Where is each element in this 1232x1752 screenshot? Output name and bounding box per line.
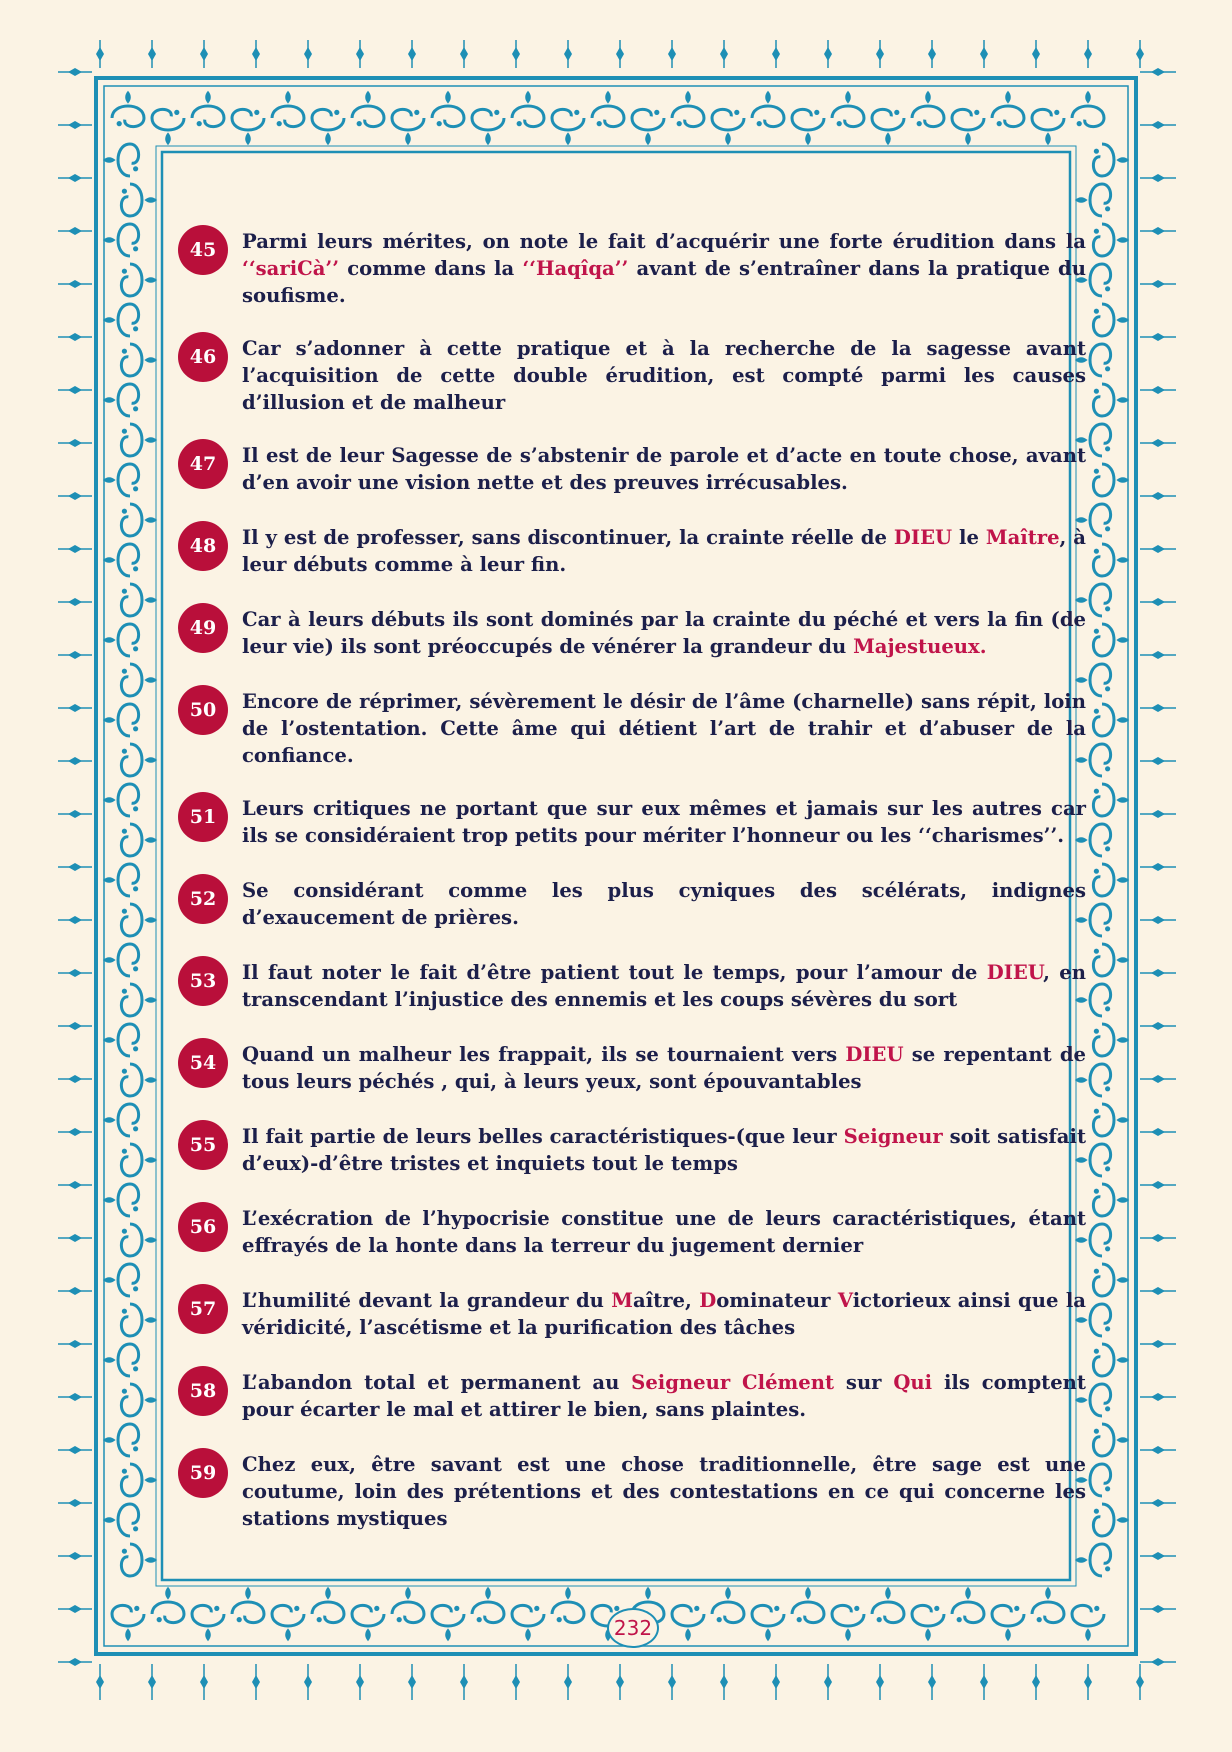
scroll-motif [1093,864,1129,896]
tick-diamond [68,598,82,606]
entry-text [242,1287,1086,1341]
tick-diamond [68,545,82,553]
tick-diamond [68,333,82,341]
scroll-motif [121,184,157,216]
text-segment: avant de s’entraîner dans la pratique du soufisme. [242,257,1086,307]
tick-diamond [1151,1181,1165,1189]
scroll-motif [832,91,864,127]
highlighted-term: DIEU [986,961,1044,984]
text-segment: Il faut noter le fait d’être patient tout le temps, pour l’amour de [242,961,987,984]
tick-diamond [68,68,82,76]
scroll-motif [103,384,139,416]
tick-diamond [68,863,82,871]
highlighted-term: Seigneur [843,1125,943,1148]
tick-diamond [68,1340,82,1348]
entry-text [242,959,1086,1013]
scroll-motif [352,91,384,127]
scroll-motif [1093,1504,1129,1536]
scroll-motif [103,1344,139,1376]
scroll-motif [121,1464,157,1496]
entry-text [242,1369,1086,1423]
scroll-motif [592,91,624,127]
tick-diamond [1151,916,1165,924]
scroll-motif [672,91,704,127]
scroll-motif [352,1605,384,1641]
tick-diamond [68,1287,82,1295]
scroll-motif [1093,224,1129,256]
text-segment: , en transcendant l’injustice des ennemis et les coups sévères du sort [242,961,1086,1011]
scroll-motif [1093,144,1129,176]
scroll-motif [121,1144,157,1176]
tick-diamond [1136,1675,1144,1689]
scroll-motif [992,91,1024,127]
scroll-motif [272,91,304,127]
text-segment: sur [834,1371,894,1394]
list-item [176,688,1086,769]
scroll-motif [432,91,464,127]
scroll-motif [792,1587,824,1623]
tick-diamond [564,47,572,61]
tick-diamond [68,174,82,182]
tick-diamond [68,1658,82,1666]
tick-diamond [824,1675,832,1689]
entry-text [242,228,1086,309]
text-segment: Il y est de professer, sans discontinuer, la crainte réelle de [242,526,894,549]
text-segment: , à leur débuts comme à leur fin. [242,526,1086,576]
scroll-motif [121,344,157,376]
entry-number-badge: 59 [178,1448,228,1498]
scroll-motif [121,1224,157,1256]
scroll-motif [103,624,139,656]
scroll-motif [103,544,139,576]
scroll-motif [912,1605,944,1641]
page-number: 232 [607,1608,659,1648]
scroll-motif [103,704,139,736]
tick-diamond [460,47,468,61]
text-segment: comme dans la [339,257,523,280]
scroll-motif [672,1605,704,1641]
list-item [176,1041,1086,1097]
entry-text [242,1205,1086,1259]
entry-text [242,1451,1086,1532]
tick-diamond [720,1675,728,1689]
scroll-motif [1093,304,1129,336]
tick-diamond [1084,47,1092,61]
tick-diamond [68,1499,82,1507]
scroll-motif [392,1587,424,1623]
tick-diamond [824,47,832,61]
list-item [176,524,1086,580]
tick-diamond [200,47,208,61]
scroll-motif [103,1424,139,1456]
scroll-motif [312,1587,344,1623]
tick-diamond [1151,1075,1165,1083]
list-item [176,1369,1086,1425]
scroll-motif [121,1384,157,1416]
scroll-motif [232,109,264,145]
tick-diamond [68,1446,82,1454]
tick-diamond [876,47,884,61]
tick-diamond [772,1675,780,1689]
list-item [176,335,1086,416]
scroll-motif [121,584,157,616]
entry-number-badge: 52 [178,874,228,924]
tick-diamond [1151,1128,1165,1136]
text-segment: Se considérant comme les plus cyniques des scélérats, indignes d’exaucement de prières. [242,879,1086,929]
scroll-motif [872,1587,904,1623]
tick-diamond [512,47,520,61]
tick-diamond [1084,1675,1092,1689]
scroll-motif [121,824,157,856]
tick-diamond [1032,47,1040,61]
text-segment: Leurs critiques ne portant que sur eux mêmes et jamais sur les autres car ils se considéraient trop petits pour mériter l’honneur ou les ‘‘charismes’’. [242,797,1086,847]
text-segment: Il fait partie de leurs belles caractéristiques-(que leur [242,1125,844,1148]
entry-number-badge: 56 [178,1202,228,1252]
text-segment: Car à leurs débuts ils sont dominés par la crainte du péché et vers la fin (de leur vie) ils sont préoccupés de vénérer la grandeur du [242,608,1086,658]
entry-number-badge: 45 [178,225,228,275]
scroll-motif [103,464,139,496]
highlighted-term: Seigneur Clément [631,1371,835,1394]
entry-number-badge: 47 [178,439,228,489]
scroll-motif [103,784,139,816]
tick-diamond [720,47,728,61]
text-segment: se repentant de tous leurs péchés , qui, à leurs yeux, sont épouvantables [242,1043,1086,1093]
text-segment: L’exécration de l’hypocrisie constitue une de leurs caractéristiques, étant effrayés de la honte dans la terreur du jugement dernier [242,1207,1086,1257]
tick-diamond [68,1552,82,1560]
scroll-motif [232,1587,264,1623]
tick-diamond [304,47,312,61]
tick-diamond [408,47,416,61]
tick-diamond [1151,1499,1165,1507]
scroll-motif [272,1605,304,1641]
entry-text [242,335,1086,416]
entries-list [176,228,1086,1558]
scroll-motif [552,109,584,145]
scroll-motif [992,1605,1024,1641]
entry-number-badge: 51 [178,792,228,842]
entry-number-badge: 50 [178,685,228,735]
list-item [176,1123,1086,1179]
tick-diamond [1151,1234,1165,1242]
list-item [176,795,1086,851]
list-item [176,606,1086,662]
entry-text [242,877,1086,931]
tick-diamond [148,47,156,61]
scroll-motif [103,1184,139,1216]
scroll-motif [103,1264,139,1296]
scroll-motif [912,91,944,127]
scroll-motif [472,109,504,145]
tick-diamond [980,47,988,61]
scroll-motif [103,1104,139,1136]
text-segment: Chez eux, être savant est une chose traditionnelle, être sage est une coutume, loin des prétentions et des contestations en ce qui concerne les stations mystiques [242,1453,1086,1530]
tick-diamond [460,1675,468,1689]
scroll-motif [103,1504,139,1536]
entry-number-badge: 49 [178,603,228,653]
scroll-motif [152,1587,184,1623]
tick-diamond [1151,227,1165,235]
tick-diamond [1151,757,1165,765]
tick-diamond [68,1393,82,1401]
text-segment: Il est de leur Sagesse de s’abstenir de parole et d’acte en toute chose, avant d’en avoir une vision nette et des preuves irrécusables. [242,444,1086,494]
tick-diamond [1151,545,1165,553]
scroll-motif [1093,784,1129,816]
tick-diamond [1151,121,1165,129]
tick-diamond [1151,651,1165,659]
scroll-motif [1032,109,1064,145]
scroll-motif [512,91,544,127]
list-item [176,1205,1086,1261]
scroll-motif [1072,1605,1104,1641]
scroll-motif [121,744,157,776]
tick-diamond [668,47,676,61]
scroll-motif [103,224,139,256]
tick-diamond [1151,333,1165,341]
tick-diamond [1151,1287,1165,1295]
scroll-motif [192,1605,224,1641]
scroll-motif [121,264,157,296]
tick-diamond [68,121,82,129]
text-segment: ictorieux ainsi que la véridicité, l’ascétisme et la purification des tâches [242,1289,1086,1339]
tick-diamond [68,969,82,977]
entry-text [242,688,1086,769]
text-segment: aître, [633,1289,700,1312]
scroll-motif [512,1605,544,1641]
scroll-motif [121,504,157,536]
list-item [176,1451,1086,1532]
entry-text [242,795,1086,849]
entry-number-badge: 53 [178,956,228,1006]
text-segment: Quand un malheur les frappait, ils se tournaient vers [242,1043,846,1066]
scroll-motif [1072,91,1104,127]
scroll-motif [752,91,784,127]
text-segment: le [952,526,986,549]
text-segment: Car s’adonner à cette pratique et à la recherche de la sagesse avant l’acquisition de cette double érudition, est compté parmi les causes d’illusion et de malheur [242,337,1086,414]
tick-diamond [68,492,82,500]
entry-text [242,442,1086,496]
scroll-motif [121,1304,157,1336]
scroll-motif [472,1587,504,1623]
scroll-motif [152,109,184,145]
tick-diamond [1151,1393,1165,1401]
scroll-motif [632,109,664,145]
tick-diamond [1151,1605,1165,1613]
scroll-motif [1093,1104,1129,1136]
scroll-motif [103,944,139,976]
tick-diamond [668,1675,676,1689]
scroll-motif [832,1605,864,1641]
tick-diamond [68,810,82,818]
scroll-motif [103,1024,139,1056]
tick-diamond [1151,969,1165,977]
tick-diamond [96,47,104,61]
scroll-motif [1093,1424,1129,1456]
scroll-motif [1093,544,1129,576]
scroll-motif [112,91,144,127]
tick-diamond [68,386,82,394]
tick-diamond [1151,863,1165,871]
tick-diamond [616,47,624,61]
tick-diamond [1151,439,1165,447]
highlighted-term: ‘‘sariCà’’ [242,257,340,280]
list-item [176,228,1086,309]
tick-diamond [512,1675,520,1689]
scroll-motif [952,109,984,145]
tick-diamond [1151,280,1165,288]
tick-diamond [1151,1340,1165,1348]
entry-number-badge: 55 [178,1120,228,1170]
scroll-motif [1093,1184,1129,1216]
tick-diamond [1151,1552,1165,1560]
tick-diamond [200,1675,208,1689]
tick-diamond [1151,68,1165,76]
tick-diamond [876,1675,884,1689]
tick-diamond [68,1128,82,1136]
list-item [176,877,1086,933]
entry-number-badge: 54 [178,1038,228,1088]
list-item [176,1287,1086,1343]
scroll-motif [392,109,424,145]
tick-diamond [1151,174,1165,182]
entry-number-badge: 48 [178,521,228,571]
scroll-motif [121,984,157,1016]
entry-number-badge: 57 [178,1284,228,1334]
scroll-motif [112,1605,144,1641]
tick-diamond [68,1181,82,1189]
text-segment: soit satisfait d’eux)-d’être tristes et inquiets tout le temps [242,1125,1086,1175]
scroll-motif [1093,704,1129,736]
entry-number-badge: 58 [178,1366,228,1416]
tick-diamond [68,280,82,288]
tick-diamond [68,1234,82,1242]
tick-diamond [304,1675,312,1689]
tick-diamond [96,1675,104,1689]
text-segment: ominateur [716,1289,838,1312]
scroll-motif [121,424,157,456]
text-segment: L’humilité devant la grandeur du [242,1289,612,1312]
scroll-motif [712,109,744,145]
scroll-motif [432,1605,464,1641]
tick-diamond [68,1605,82,1613]
text-segment: L’abandon total et permanent au [242,1371,632,1394]
scroll-motif [121,1544,157,1576]
scroll-motif [103,304,139,336]
scroll-motif [121,1064,157,1096]
highlighted-term: Majestueux. [853,635,987,658]
scroll-motif [952,1587,984,1623]
tick-diamond [772,47,780,61]
scroll-motif [1093,1024,1129,1056]
tick-diamond [68,227,82,235]
scroll-motif [1093,384,1129,416]
tick-diamond [1151,704,1165,712]
scroll-motif [1093,1264,1129,1296]
text-segment: Parmi leurs mérites, on note le fait d’acquérir une forte érudition dans la [242,230,1086,253]
scroll-motif [103,864,139,896]
scroll-motif [712,1587,744,1623]
highlighted-term: DIEU [893,526,953,549]
scroll-motif [1093,944,1129,976]
tick-diamond [1151,598,1165,606]
tick-diamond [68,651,82,659]
tick-diamond [408,1675,416,1689]
tick-diamond [564,1675,572,1689]
tick-diamond [1151,1658,1165,1666]
tick-diamond [1151,386,1165,394]
tick-diamond [68,1022,82,1030]
tick-diamond [356,1675,364,1689]
tick-diamond [1151,492,1165,500]
scroll-motif [792,109,824,145]
highlighted-term: V [837,1289,853,1312]
scroll-motif [752,1605,784,1641]
entry-text [242,524,1086,578]
tick-diamond [252,47,260,61]
tick-diamond [68,916,82,924]
entry-text [242,606,1086,660]
scroll-motif [1093,624,1129,656]
tick-diamond [1151,1022,1165,1030]
tick-diamond [1032,1675,1040,1689]
scroll-motif [312,109,344,145]
tick-diamond [1136,47,1144,61]
scroll-motif [552,1587,584,1623]
highlighted-term: DIEU [845,1043,904,1066]
tick-diamond [928,1675,936,1689]
tick-diamond [68,1075,82,1083]
scroll-motif [121,664,157,696]
tick-diamond [148,1675,156,1689]
tick-diamond [1151,1446,1165,1454]
text-segment: Encore de réprimer, sévèrement le désir de l’âme (charnelle) sans répit, loin de l’ostentation. Cette âme qui détient l’art de trahir et d’abuser de la confiance. [242,690,1086,767]
tick-diamond [68,757,82,765]
tick-diamond [252,1675,260,1689]
scroll-motif [103,144,139,176]
list-item [176,442,1086,498]
scroll-motif [1093,464,1129,496]
tick-diamond [68,439,82,447]
highlighted-term: D [699,1289,717,1312]
tick-diamond [928,47,936,61]
tick-diamond [616,1675,624,1689]
scroll-motif [872,109,904,145]
highlighted-term: Qui [893,1371,933,1394]
tick-diamond [68,704,82,712]
entry-text [242,1041,1086,1095]
scroll-motif [1032,1587,1064,1623]
tick-diamond [980,1675,988,1689]
scroll-motif [192,91,224,127]
scroll-motif [121,904,157,936]
list-item [176,959,1086,1015]
highlighted-term: M [611,1289,633,1312]
entry-text [242,1123,1086,1177]
tick-diamond [356,47,364,61]
entry-number-badge: 46 [178,332,228,382]
text-segment: ils comptent pour écarter le mal et attirer le bien, sans plaintes. [242,1371,1086,1421]
tick-diamond [1151,810,1165,818]
scroll-motif [1093,1344,1129,1376]
highlighted-term: ‘‘Haqîqa’’ [522,257,629,280]
scroll-motif [1075,184,1111,216]
highlighted-term: Maître [985,526,1060,549]
